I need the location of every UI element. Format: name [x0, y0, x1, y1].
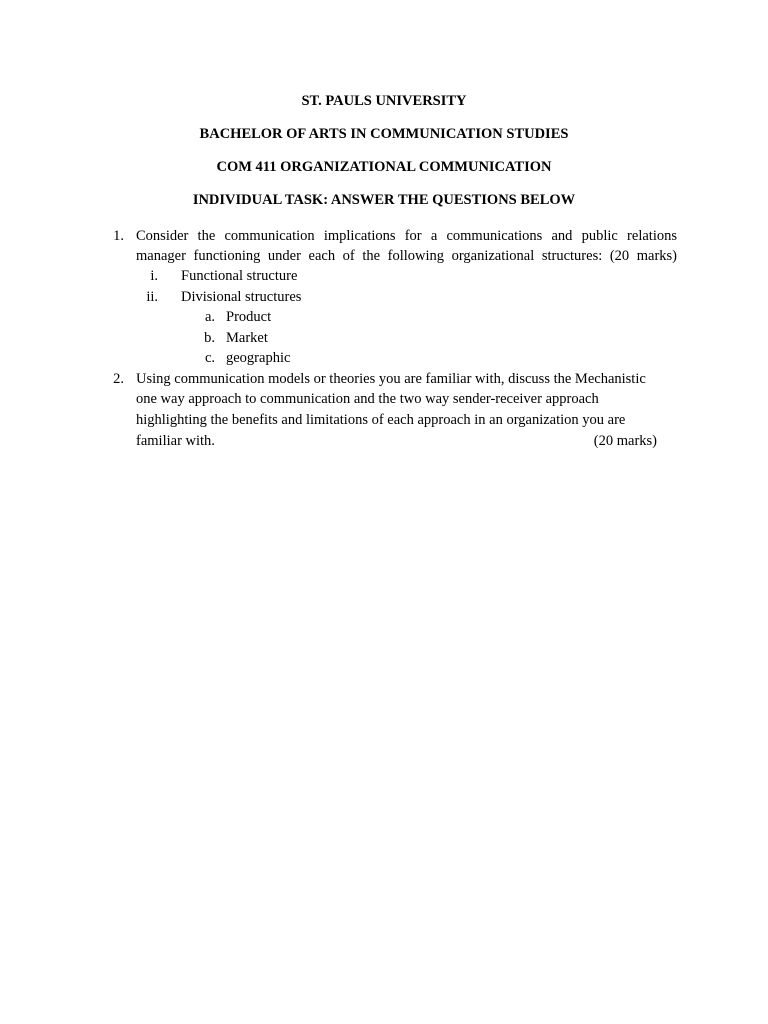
item-functional-structure: Functional structure: [181, 268, 298, 284]
question-2-marks: (20 marks): [593, 433, 657, 449]
question-1-number: 1.: [113, 228, 124, 244]
university-title: ST. PAULS UNIVERSITY: [301, 93, 467, 109]
task-instruction: INDIVIDUAL TASK: ANSWER THE QUESTIONS BELOW: [192, 192, 576, 208]
question-2-number: 2.: [113, 371, 124, 387]
subitem-geographic: geographic: [226, 350, 291, 366]
subitem-product: Product: [226, 309, 272, 325]
question-2-line-3: highlighting the benefits and limitations of each approach in an organization you are: [136, 412, 626, 428]
item-marker-ii: ii.: [146, 289, 158, 305]
question-1-line-2: manager functioning under each of the following organizational structures: (20 marks): [136, 248, 677, 264]
question-2-line-4: familiar with.: [136, 433, 215, 449]
subitem-marker-a: a.: [204, 309, 215, 325]
course-title: COM 411 ORGANIZATIONAL COMMUNICATION: [216, 159, 552, 175]
subitem-market: Market: [226, 330, 268, 346]
item-divisional-structures: Divisional structures: [181, 289, 302, 305]
programme-title: BACHELOR OF ARTS IN COMMUNICATION STUDIES: [199, 126, 569, 142]
item-marker-i: i.: [150, 268, 158, 284]
question-2-line-2: one way approach to communication and the two way sender-receiver approach: [136, 391, 599, 407]
question-2-line-1: Using communication models or theories you are familiar with, discuss the Mechanistic: [136, 371, 646, 387]
subitem-marker-c: c.: [204, 350, 215, 366]
subitem-marker-b: b.: [204, 330, 215, 346]
question-1-line-1: Consider the communication implications for a communications and public relations: [136, 228, 677, 244]
